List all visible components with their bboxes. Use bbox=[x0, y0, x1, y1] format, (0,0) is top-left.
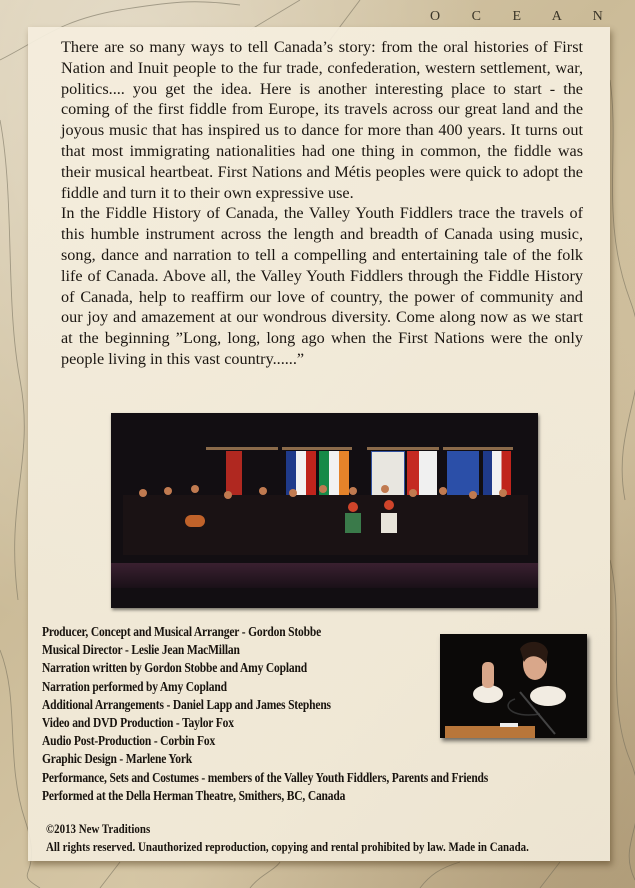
credit-video-production: Video and DVD Production - Taylor Fox bbox=[42, 715, 234, 731]
credit-performance-sets: Performance, Sets and Costumes - members of the Valley Youth Fiddlers, Parents and Friends bbox=[42, 769, 489, 785]
rights-line: All rights reserved. Unauthorized reproduction, copying and rental prohibited by law. Made in Canada. bbox=[46, 839, 529, 854]
intro-text bbox=[61, 37, 583, 370]
credit-additional-arrangements: Additional Arrangements - Daniel Lapp and James Stephens bbox=[42, 696, 331, 712]
ocean-label: O C E A N bbox=[430, 9, 617, 24]
intro-paragraph-2: In the Fiddle History of Canada, the Valley Youth Fiddlers trace the travels of this humble instrument across the length and breadth of Canada using music, song, dance and narration to tell a compelling and entertaining tale of the folk life of Canada. Above all, the Valley Youth Fiddlers through the Fiddle History of Canada, help to reaffirm our love of country, the power of community and our joy and amazement at our wondrous diversity. Come along now as we start at the beginning ”Long, long, long ago when the First Nations were the only people living in this vast country......” bbox=[61, 204, 583, 368]
credit-narration-performed: Narration performed by Amy Copland bbox=[42, 678, 227, 694]
credit-producer: Producer, Concept and Musical Arranger - Gordon Stobbe bbox=[42, 624, 322, 639]
credit-venue: Performed at the Della Herman Theatre, Smithers, BC, Canada bbox=[42, 787, 346, 803]
copyright-line: ©2013 New Traditions bbox=[46, 821, 151, 836]
stage-floor bbox=[111, 563, 538, 588]
stage-performance-photo bbox=[111, 413, 538, 608]
legal-notice bbox=[46, 820, 606, 856]
credit-musical-director: Musical Director - Leslie Jean MacMillan bbox=[42, 642, 240, 658]
credit-audio-post: Audio Post-Production - Corbin Fox bbox=[42, 733, 216, 749]
intro-paragraph-1: There are so many ways to tell Canada’s story: from the oral histories of First Nation and Inuit people to the fur trade, confederation, western settlement, war, politics.... you get the idea. Here is another interesting place to start - the coming of the first fiddle from Europe, its travels across our great land and the joyous music that has inspired us to dance for more than 400 years. It turns out that most immigrating nationalities had one thing in common, the fiddle was their musical heartbeat. First Nations and Métis peoples were quick to adopt the fiddle and turn it to their own expressive use. bbox=[61, 38, 583, 202]
liner-notes-panel bbox=[28, 27, 610, 861]
credit-graphic-design: Graphic Design - Marlene York bbox=[42, 751, 193, 767]
fiddlers-group bbox=[123, 485, 528, 565]
credit-narration-written: Narration written by Gordon Stobbe and Amy Copland bbox=[42, 660, 307, 676]
narrator-figure bbox=[440, 634, 587, 738]
narrator-photo bbox=[440, 634, 587, 738]
